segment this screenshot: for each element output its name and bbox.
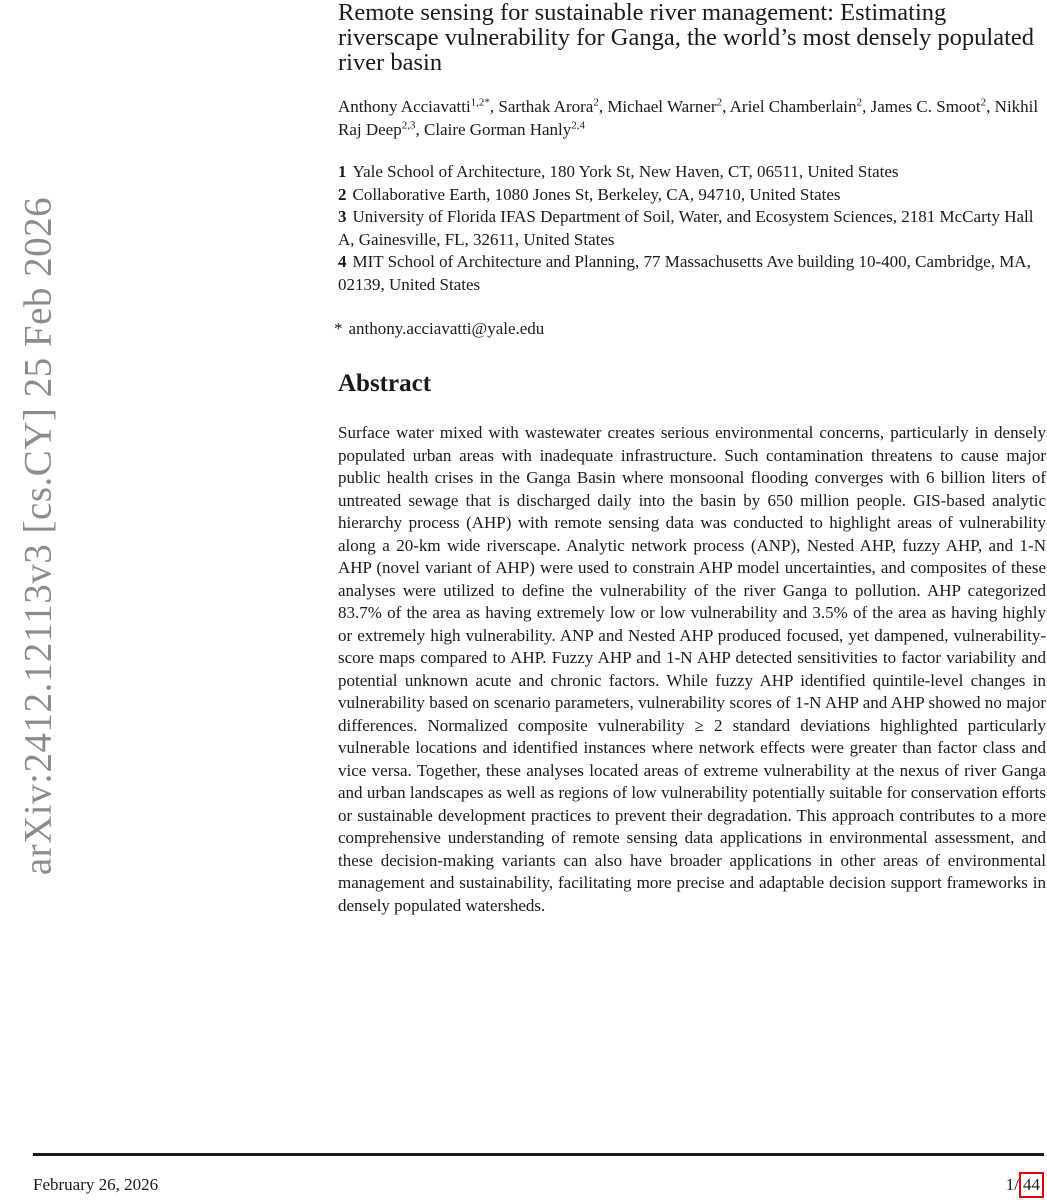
author: Nikhil Raj Deep$^{2,3}$, [338,97,1039,139]
footer-date: February 26, 2026 [33,1175,159,1194]
affiliation [338,251,1046,296]
author-affiliation-marks: 2,4 [571,118,586,131]
paper-first-page [334,0,1046,934]
affiliation-text: Yale School of Architecture, 180 York St, New Haven, CT, 06511, United States [352,162,899,181]
affiliation-number: 2 [338,184,347,204]
affiliation-text: MIT School of Architecture and Planning, 77 Massachusetts Ave building 10-400, Cambridge, MA, 02139, United States [338,252,1031,294]
arxiv-identifier-stamp: arXiv:2412.12113v3 [cs.CY] 25 Feb 2026 [16,196,60,876]
page-separator: / [1014,1175,1019,1194]
author: Ariel Chamberlain$^2$, [729,96,871,116]
author: Anthony Acciavatti$^{1,2*}$, [338,96,499,116]
author-affiliation-marks: 2 [593,96,599,109]
affiliation [338,184,1046,207]
affiliation [338,161,1046,184]
affiliation-text: University of Florida IFAS Department of Soil, Water, and Ecosystem Sciences, 2181 McCarty Hall A, Gainesville, FL, 32611, United States [338,207,1034,249]
current-page-number: 1 [1005,1175,1015,1194]
author-affiliation-marks: 2 [716,96,723,109]
correspondence [334,318,1046,340]
author: James C. Smoot$^2$, [870,96,995,116]
author-affiliation-marks: 2 [980,96,987,109]
author-affiliation-marks: 1,2* [470,96,490,109]
abstract-heading: Abstract [338,370,432,397]
abstract-text: Surface water mixed with wastewater creates serious environmental concerns, particularly in densely populated urban areas with inadequate infrastructure. Such contamination threatens to cause major public health crises in the Ganga Basin where monsoonal flooding converges with 6 billion liters of untreated sewage that is discharged daily into the basin by 650 million people. GIS-based analytic hierarchy process (AHP) with remote sensing data was conducted to highlight areas of vulnerability along a 20-km wide riverscape. Analytic network process (ANP), Nested AHP, fuzzy AHP, and 1-N AHP (novel variant of AHP) were used to constrain AHP model uncertainties, and composites of these analyses were utilized to define the vulnerability of the river Ganga to pollution. AHP categorized 83.7% of the area as having extremely low or low vulnerability and 3.5% of the area as having highly or extremely high vulnerability. ANP and Nested AHP produced focused, yet dampened, vulnerability-score maps compared to AHP. Fuzzy AHP and 1-N AHP detected sensitivities to factor variability and potential unknown acute and chronic factors. While fuzzy AHP identified quintile-level changes in vulnerability based on scenario parameters, vulnerability scores of 1-N AHP and AHP showed no major differences. Normalized composite vulnerability ≥ 2 standard deviations highlighted particularly vulnerable locations and identified instances where network effects were greater than factor class and vice versa. Together, these analyses located areas of extreme vulnerability at the nexus of river Ganga and urban landscapes as well as regions of low vulnerability potentially suitable for conservation efforts or sustainable development practices to prevent their degradation. This approach contributes to a more comprehensive understanding of remote sensing data applications in environmental assessment, and these decision-making variants can also have broader applications in other areas of environmental management and sustainability, facilitating more precise and adaptable decision support frameworks in densely populated watersheds. [338,423,1046,915]
total-pages-link[interactable]: 44 [1019,1172,1044,1198]
correspondence-mark: * [334,319,343,338]
footer-rule [33,1153,1044,1156]
page-counter [1006,1172,1044,1198]
paper-title: Remote sensing for sustainable river management: Estimating riverscape vulnerability for Ganga, the world’s most densely populated river basin [338,0,1035,76]
affiliation-number: 3 [338,207,347,226]
correspondence-email: anthony.acciavatti@yale.edu [348,319,545,338]
author: Claire Gorman Hanly$^{2,4}$ [423,118,586,139]
author-list [338,96,1046,141]
affiliation [338,206,1046,251]
affiliation-number: 1 [338,162,347,181]
author: Michael Warner$^2$, [607,96,730,116]
affiliation-number: 4 [338,252,347,271]
affiliation-list [338,161,1046,296]
affiliation-text: Collaborative Earth, 1080 Jones St, Berkeley, CA, 94710, United States [352,184,841,204]
author: Sarthak Arora$^2$, [498,96,608,116]
author-affiliation-marks: 2 [856,96,863,109]
author-affiliation-marks: 2,3 [401,118,416,131]
